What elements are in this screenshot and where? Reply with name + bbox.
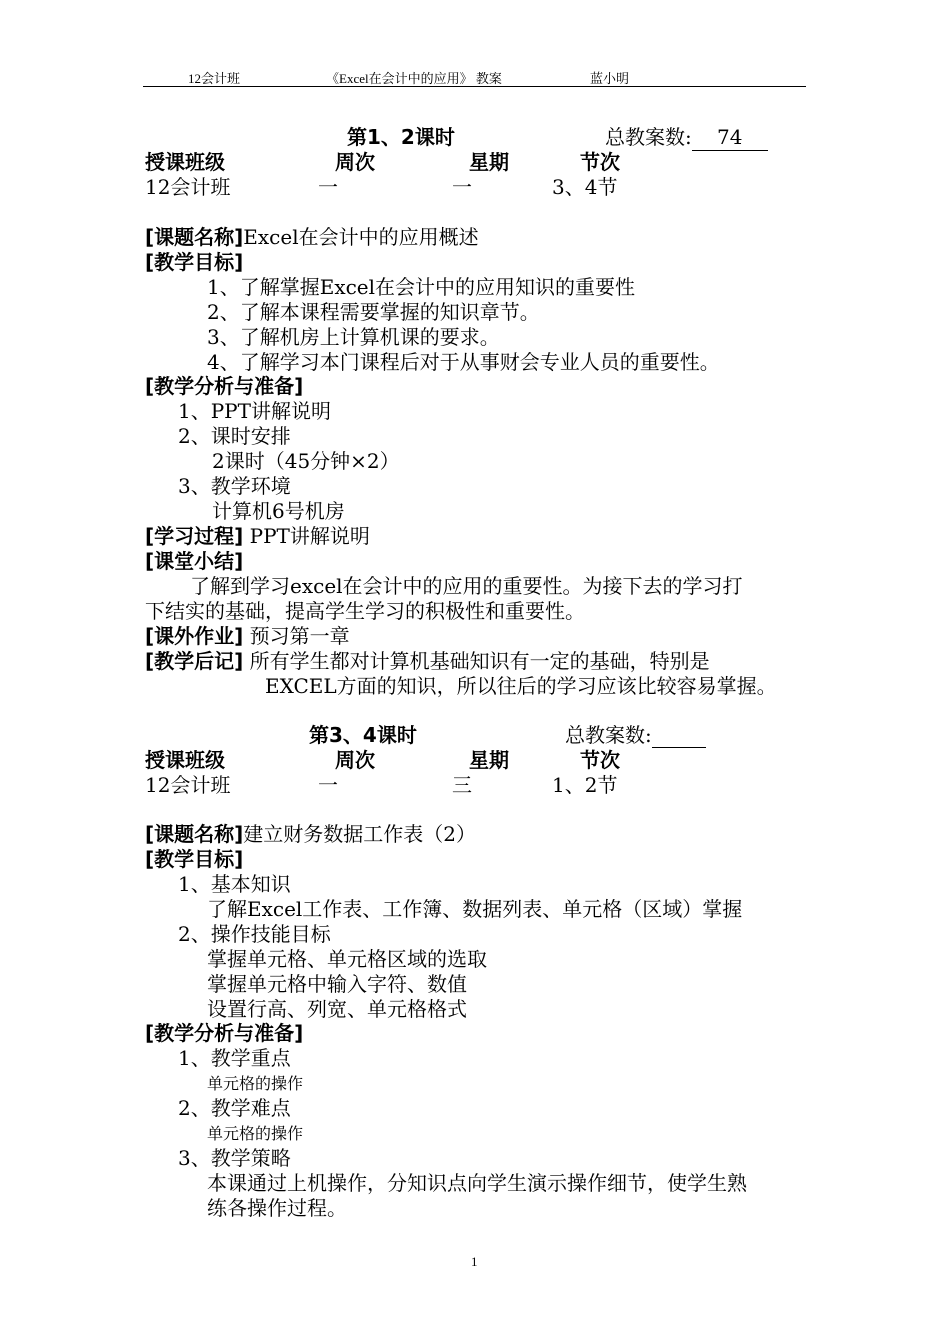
notes-line: EXCEL方面的知识，所以往后的学习应该比较容易掌握。 [265, 674, 777, 698]
topic-row-2 [145, 822, 476, 847]
notes-row-1 [145, 649, 710, 674]
val-week-2: 一 [318, 773, 338, 797]
header-class: 12会计班 [188, 71, 241, 86]
process-1: PPT讲解说明 [249, 524, 370, 548]
prep-item: 本课通过上机操作，分知识点向学生演示操作细节，使学生熟 [207, 1171, 747, 1195]
goal-item: 掌握单元格中输入字符、数值 [207, 972, 467, 996]
total-value-1: 74 [692, 125, 768, 151]
notes-label-1: [教学后记] [145, 649, 244, 673]
val-day-2: 三 [452, 773, 472, 797]
homework-label-1: [课外作业] [145, 624, 244, 648]
goal-item: 4、了解学习本门课程后对于从事财会专业人员的重要性。 [207, 350, 720, 374]
goal-item: 1、了解掌握Excel在会计中的应用知识的重要性 [207, 275, 636, 299]
notes-line: 所有学生都对计算机基础知识有一定的基础，特别是 [249, 649, 710, 673]
col-period-1: 节次 [580, 150, 620, 174]
prep-item: 1、PPT讲解说明 [178, 399, 331, 423]
page-header [143, 66, 806, 87]
col-week-1: 周次 [335, 150, 375, 174]
prep-item: 练各操作过程。 [207, 1196, 347, 1220]
prep-item: 3、教学环境 [178, 474, 291, 498]
prep-label-1: [教学分析与准备] [145, 374, 304, 398]
goal-item: 设置行高、列宽、单元格格式 [207, 997, 467, 1021]
topic-row-1 [145, 225, 479, 250]
topic-1: Excel在会计中的应用概述 [243, 225, 479, 249]
col-day-2: 星期 [469, 748, 509, 772]
homework-row-1 [145, 624, 350, 649]
goal-item: 3、了解机房上计算机课的要求。 [207, 325, 500, 349]
session-title-2: 第3、4课时 [309, 723, 417, 747]
prep-item: 1、教学重点 [178, 1046, 291, 1070]
col-day-1: 星期 [469, 150, 509, 174]
total-label-1: 总教案数: [605, 125, 692, 149]
header-book-title: 《Excel在会计中的应用》 教案 [326, 71, 502, 86]
val-period-1: 3、4节 [552, 175, 618, 199]
summary-label-1: [课堂小结] [145, 549, 244, 573]
summary-line: 下结实的基础，提高学生学习的积极性和重要性。 [145, 599, 585, 623]
goals-label-1: [教学目标] [145, 250, 244, 274]
prep-item: 2、教学难点 [178, 1096, 291, 1120]
prep-item: 单元格的操作 [207, 1074, 304, 1093]
prep-label-2: [教学分析与准备] [145, 1021, 304, 1045]
val-week-1: 一 [318, 175, 338, 199]
summary-line: 了解到学习excel在会计中的应用的重要性。为接下去的学习打 [190, 574, 743, 598]
val-day-1: 一 [452, 175, 472, 199]
process-label-1: [学习过程] [145, 524, 244, 548]
topic-label-2: [课题名称] [145, 822, 244, 846]
goal-item: 2、操作技能目标 [178, 922, 331, 946]
process-row-1 [145, 524, 370, 549]
prep-item: 2、课时安排 [178, 424, 291, 448]
prep-item: 单元格的操作 [207, 1124, 304, 1143]
goal-item: 1、基本知识 [178, 872, 291, 896]
total-label-2: 总教案数: [565, 723, 652, 747]
col-week-2: 周次 [335, 748, 375, 772]
prep-item: 2课时（45分钟×2） [212, 449, 400, 473]
header-teacher: 蓝小明 [590, 71, 630, 86]
topic-label-1: [课题名称] [145, 225, 244, 249]
prep-item: 计算机6号机房 [212, 499, 345, 523]
goal-item: 掌握单元格、单元格区域的选取 [207, 947, 487, 971]
prep-item: 3、教学策略 [178, 1146, 291, 1170]
goals-label-2: [教学目标] [145, 847, 244, 871]
page-number: 1 [471, 1254, 478, 1269]
goal-item: 了解Excel工作表、工作簿、数据列表、单元格（区域）掌握 [207, 897, 743, 921]
total-count-2 [565, 723, 706, 748]
total-value-2 [652, 727, 706, 748]
col-class-1: 授课班级 [145, 150, 225, 174]
session-title-1: 第1、2课时 [347, 125, 455, 149]
col-period-2: 节次 [580, 748, 620, 772]
val-class-1: 12会计班 [145, 175, 231, 199]
val-class-2: 12会计班 [145, 773, 231, 797]
val-period-2: 1、2节 [552, 773, 618, 797]
goal-item: 2、了解本课程需要掌握的知识章节。 [207, 300, 540, 324]
col-class-2: 授课班级 [145, 748, 225, 772]
total-count-1 [605, 125, 768, 151]
topic-2: 建立财务数据工作表（2） [243, 822, 477, 846]
homework-1: 预习第一章 [249, 624, 350, 648]
